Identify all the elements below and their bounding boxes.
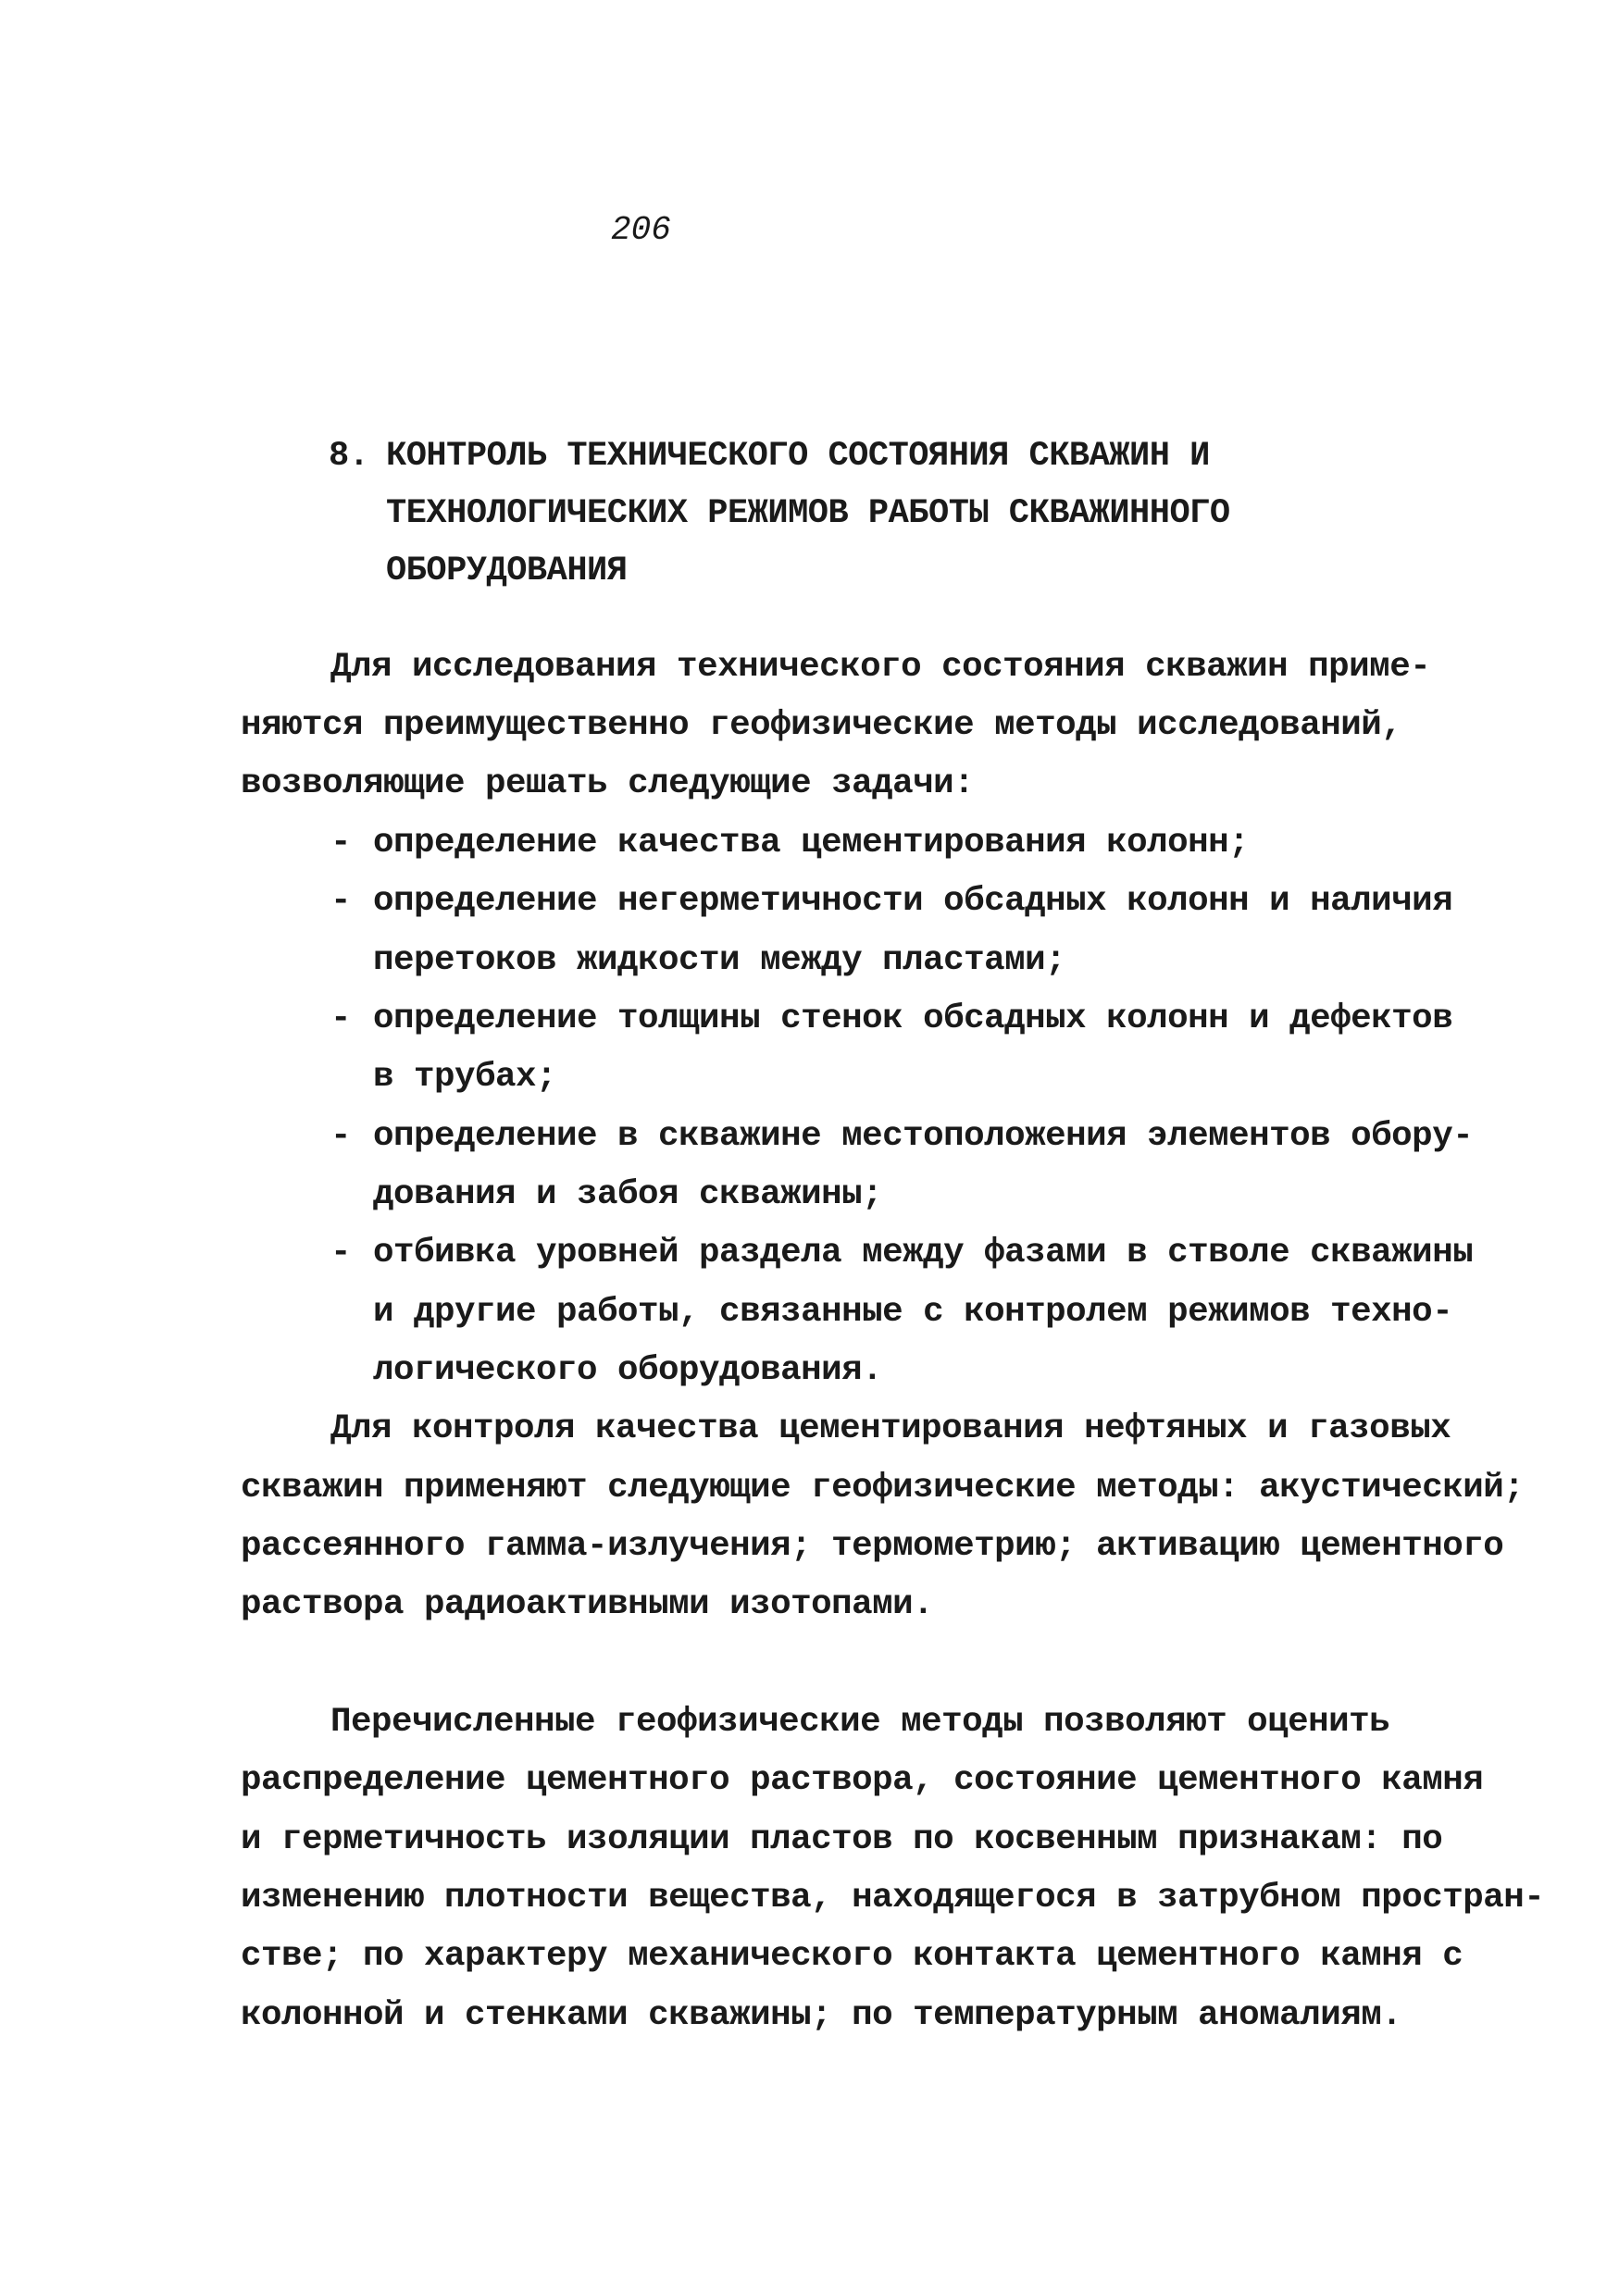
paragraph-line: стве; по характеру механического контакта цементного камня с (241, 1937, 1463, 1976)
paragraph-line: рассеянного гамма-излучения; термометрию; активацию цементного (241, 1527, 1504, 1566)
task-line: - отбивка уровней раздела между фазами в стволе скважины (330, 1234, 1474, 1272)
task-line: перетоков жидкости между пластами; (373, 941, 1066, 980)
page-number: 206 (611, 211, 671, 249)
dash-marker: - (330, 882, 352, 921)
heading-line: КОНТРОЛЬ ТЕХНИЧЕСКОГО СОСТОЯНИЯ СКВАЖИН И (386, 437, 1210, 476)
dash-marker: - (330, 1234, 352, 1272)
paragraph-line: скважин применяют следующие геофизические методы: акустический; (241, 1469, 1525, 1508)
intro-line: Для исследования технического состояния скважин приме- (330, 648, 1431, 687)
section-heading (329, 428, 1439, 600)
task-line: - определение в скважине местоположения элементов обору- (330, 1117, 1474, 1156)
intro-line: няются преимущественно геофизические методы исследований, (241, 706, 1402, 745)
task-line: - определение толщины стенок обсадных колонн и дефектов (330, 999, 1453, 1038)
paragraph-line: раствора радиоактивными изотопами. (241, 1585, 934, 1624)
task-line: - определение качества цементирования колонн; (330, 824, 1250, 863)
paragraph-line: распределение цементного раствора, состояние цементного камня (241, 1761, 1484, 1800)
section-number: 8. (329, 437, 369, 476)
paragraph-line: Для контроля качества цементирования нефтяных и газовых (330, 1409, 1451, 1448)
task-line: логического оборудования. (373, 1351, 883, 1390)
paragraph-line: и герметичность изоляции пластов по косвенным признакам: по (241, 1820, 1443, 1859)
task-line: - определение негерметичности обсадных колонн и наличия (330, 882, 1453, 921)
task-line: в трубах; (373, 1058, 557, 1097)
heading-line: ОБОРУДОВАНИЯ (386, 552, 628, 590)
heading-line: ТЕХНОЛОГИЧЕСКИХ РЕЖИМОВ РАБОТЫ СКВАЖИННОГО (386, 494, 1230, 533)
task-line: дования и забоя скважины; (373, 1175, 883, 1214)
intro-line: возволяющие решать следующие задачи: (241, 764, 975, 803)
paragraph-line: изменению плотности вещества, находящегося в затрубном простран- (241, 1879, 1545, 1917)
paragraph-line: колонной и стенками скважины; по температурным аномалиям. (241, 1996, 1402, 2035)
task-line: и другие работы, связанные с контролем режимов техно- (373, 1293, 1453, 1332)
dash-marker: - (330, 999, 352, 1038)
paragraph-line: Перечисленные геофизические методы позволяют оценить (330, 1703, 1390, 1742)
dash-marker: - (330, 1117, 352, 1156)
dash-marker: - (330, 824, 352, 863)
